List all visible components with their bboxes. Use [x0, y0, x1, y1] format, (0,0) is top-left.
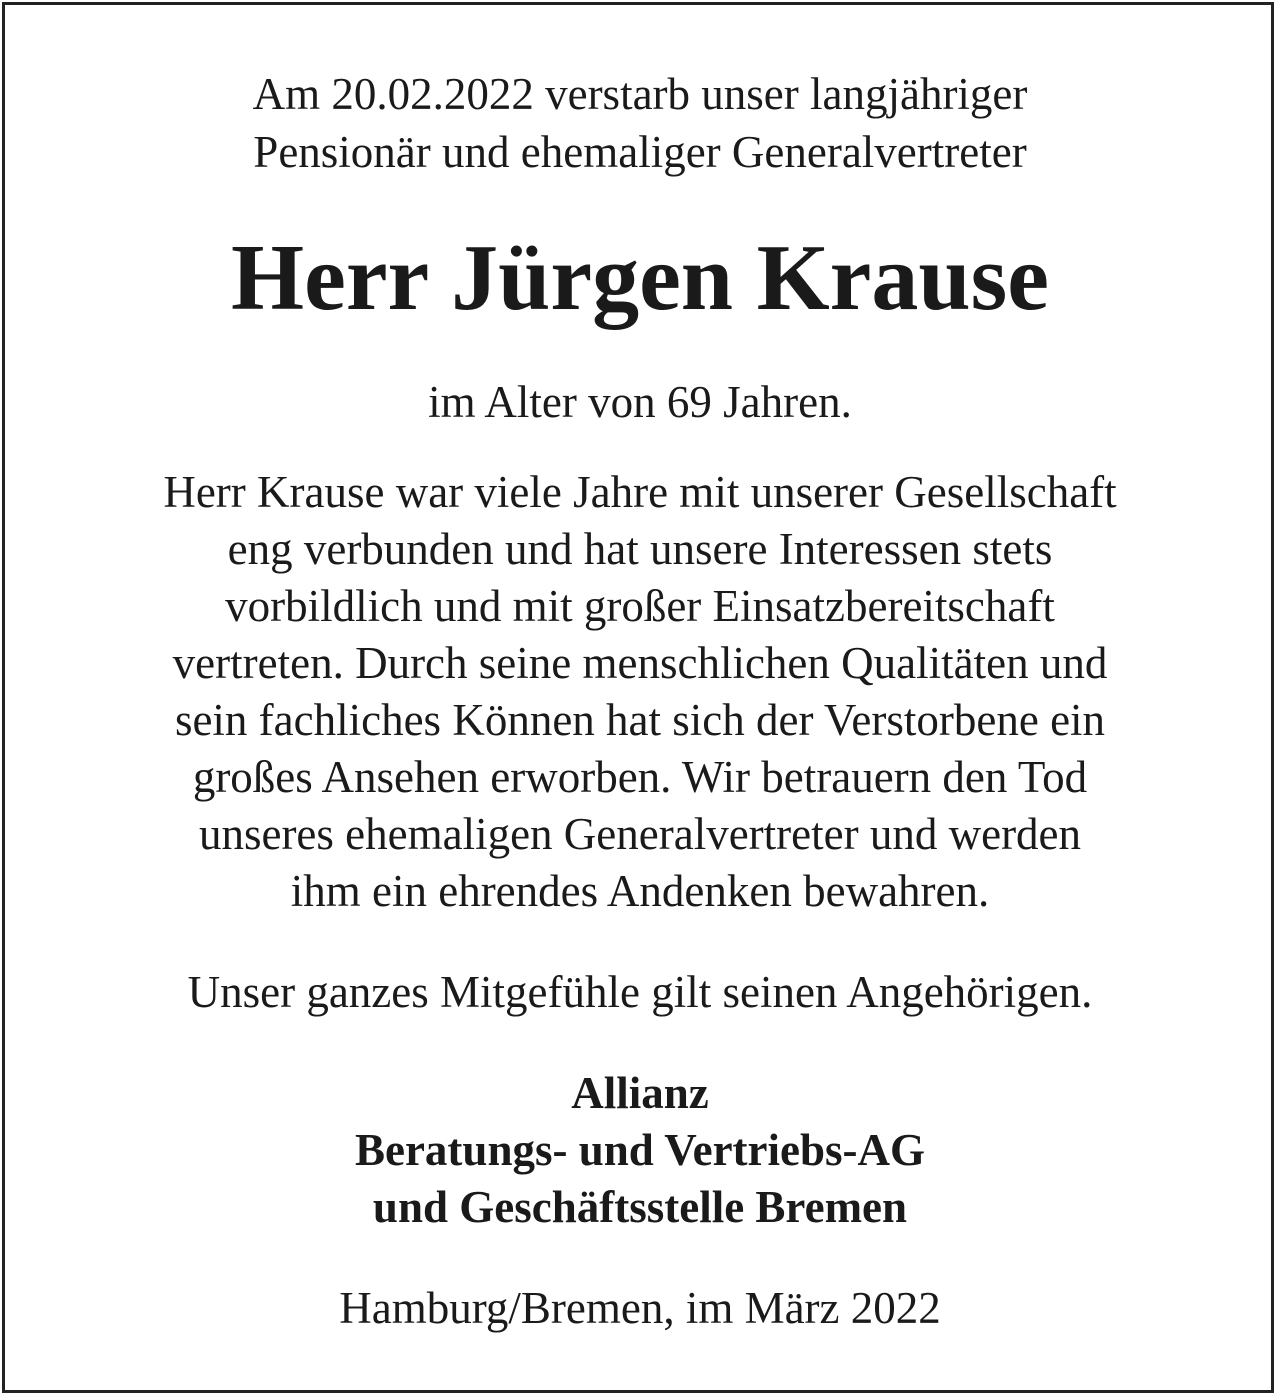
sympathy-line: Unser ganzes Mitgefühle gilt seinen Angehörigen.: [187, 967, 1093, 1017]
tribute-line-4: vertreten. Durch seine menschlichen Qualitäten und: [172, 638, 1108, 688]
signature-division: Beratungs- und Vertriebs-AG: [354, 1125, 926, 1175]
signature-company: Allianz: [571, 1068, 709, 1118]
tribute-line-7: unseres ehemaligen Generalvertreter und werden: [198, 809, 1082, 859]
tribute-line-3: vorbildlich und mit großer Einsatzbereitschaft: [225, 581, 1055, 631]
intro-line-1: Am 20.02.2022 verstarb unser langjähriger: [252, 69, 1028, 119]
tribute-line-6: großes Ansehen erworben. Wir betrauern den Tod: [192, 752, 1088, 802]
signature-office: und Geschäftsstelle Bremen: [372, 1182, 908, 1232]
tribute-line-5: sein fachliches Können hat sich der Verstorbene ein: [174, 695, 1106, 745]
tribute-line-8: ihm ein ehrendes Andenken bewahren.: [290, 866, 990, 916]
intro-line-2: Pensionär und ehemaliger Generalvertreter: [253, 127, 1027, 177]
tribute-line-1: Herr Krause war viele Jahre mit unserer Gesellschaft: [163, 467, 1117, 517]
age-line: im Alter von 69 Jahren.: [428, 377, 852, 427]
place-date: Hamburg/Bremen, im März 2022: [339, 1283, 941, 1333]
tribute-line-2: eng verbunden und hat unsere Interessen stets: [227, 524, 1053, 574]
deceased-name: Herr Jürgen Krause: [230, 226, 1049, 330]
